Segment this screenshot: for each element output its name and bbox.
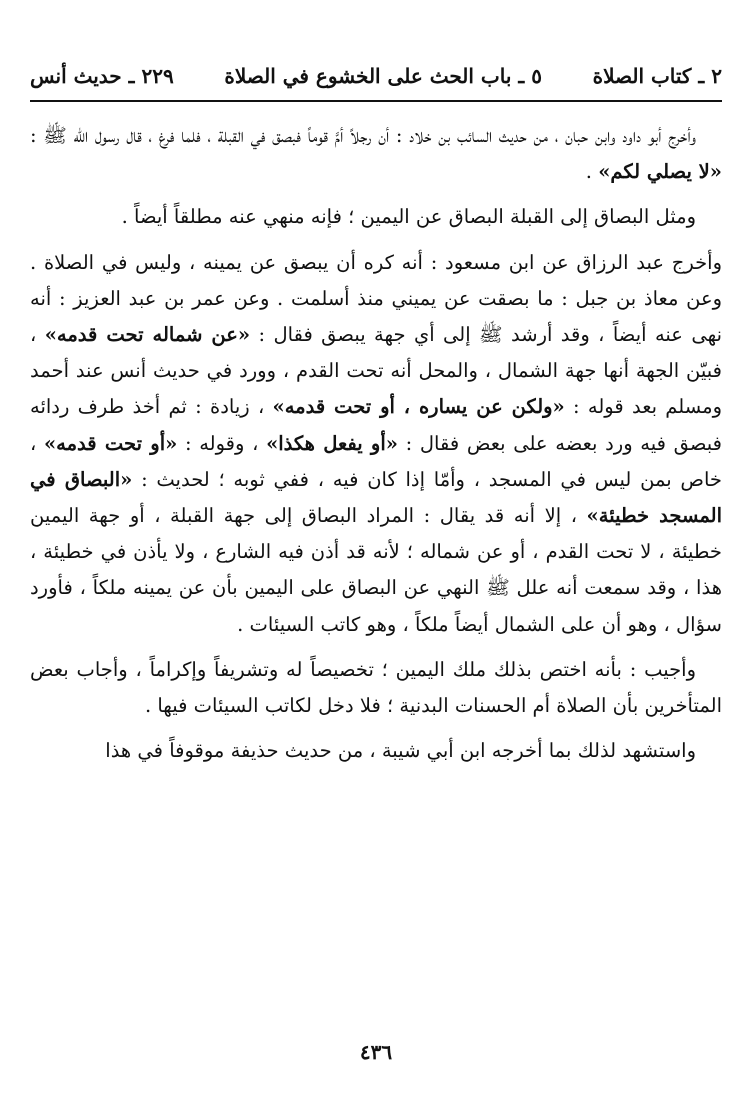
- header-hadith: ٢٢٩ ـ حديث أنس: [30, 64, 174, 88]
- text-segment: ومثل البصاق إلى القبلة البصاق عن اليمين ؛ فإنه منهي عنه مطلقاً أيضاً .: [121, 205, 696, 229]
- header-divider: [30, 100, 722, 102]
- header-chapter: ٢ ـ كتاب الصلاة: [592, 64, 722, 88]
- text-segment: .: [585, 160, 599, 184]
- running-header: [30, 56, 722, 96]
- quoted-hadith: «أو تحت قدمه»: [43, 431, 178, 455]
- quoted-hadith: «أو يفعل هكذا»: [266, 431, 398, 455]
- page-number: ٤٣٦: [359, 1040, 393, 1064]
- quoted-hadith: «البصاق في المسجد خطيئة»: [30, 467, 722, 528]
- paragraph: [30, 652, 722, 724]
- paragraph: [30, 118, 722, 190]
- quoted-hadith: «لا يصلي لكم»: [598, 160, 722, 184]
- paragraph: [30, 199, 722, 235]
- quoted-hadith: «عن شماله تحت قدمه»: [44, 323, 251, 347]
- text-segment: وأجيب : بأنه اختص بذلك ملك اليمين ؛ تخصيصاً له وتشريفاً وإكراماً ، وأجاب بعض المتأخرين بأن الصلاة أم الحسنات البدنية ؛ فلا دخل لكاتب السيئات فيها .: [30, 657, 722, 718]
- text-segment: ، إلا أنه قد يقال : المراد البصاق إلى جهة القبلة ، أو جهة اليمين خطيئة ، لا تحت القدم ، أو عن شماله ؛ لأنه قد أذن فيه الشارع ، ولا يأذن في خطيئة ، هذا ، وقد سمعت أنه علل ﷺ النهي عن البصاق على اليمين بأن عن يمينه ملكاً ، فأورد سؤال ، وهو أن على الشمال أيضاً ملكاً ، وهو كاتب السيئات .: [30, 504, 722, 636]
- text-segment: وأخرج أبو داود وابن حبان ، من حديث السائب بن خلاد : أن رجلاً أمَّ قوماً فبصق في القبلة ، فلما فرغ ، قال رسول الله ﷺ :: [30, 124, 696, 147]
- text-segment: ، وقوله :: [177, 431, 267, 455]
- quoted-hadith: «ولكن عن يساره ، أو تحت قدمه»: [272, 395, 565, 419]
- text-segment: ، خاص بمن ليس في المسجد ، وأمّا إذا كان فيه ، ففي ثوبه ؛ لحديث :: [30, 431, 722, 491]
- header-section: ٥ ـ باب الحث على الخشوع في الصلاة: [224, 64, 542, 88]
- body-text: [30, 118, 722, 778]
- paragraph: [30, 245, 722, 643]
- text-segment: ، زيادة : ثم أخذ طرف ردائه فبصق فيه ورد بعضه على بعض فقال :: [30, 395, 722, 455]
- text-segment: وأخرج عبد الرزاق عن ابن مسعود : أنه كره أن يبصق عن يمينه ، وليس في الصلاة . وعن معاذ بن جبل : ما بصقت عن يميني منذ أسلمت . وعن عمر بن عبد العزيز : أنه نهى عنه أيضاً ، وقد أرشد ﷺ إلى أي جهة يبصق فقال :: [30, 250, 723, 347]
- text-segment: ، فبيّن الجهة أنها جهة الشمال ، والمحل أنه تحت القدم ، وورد في حديث أنس عند أحمد ومسلم بعد قوله :: [30, 323, 723, 419]
- paragraph: [30, 733, 722, 769]
- text-segment: واستشهد لذلك بما أخرجه ابن أبي شيبة ، من حديث حذيفة موقوفاً في هذا: [105, 739, 696, 763]
